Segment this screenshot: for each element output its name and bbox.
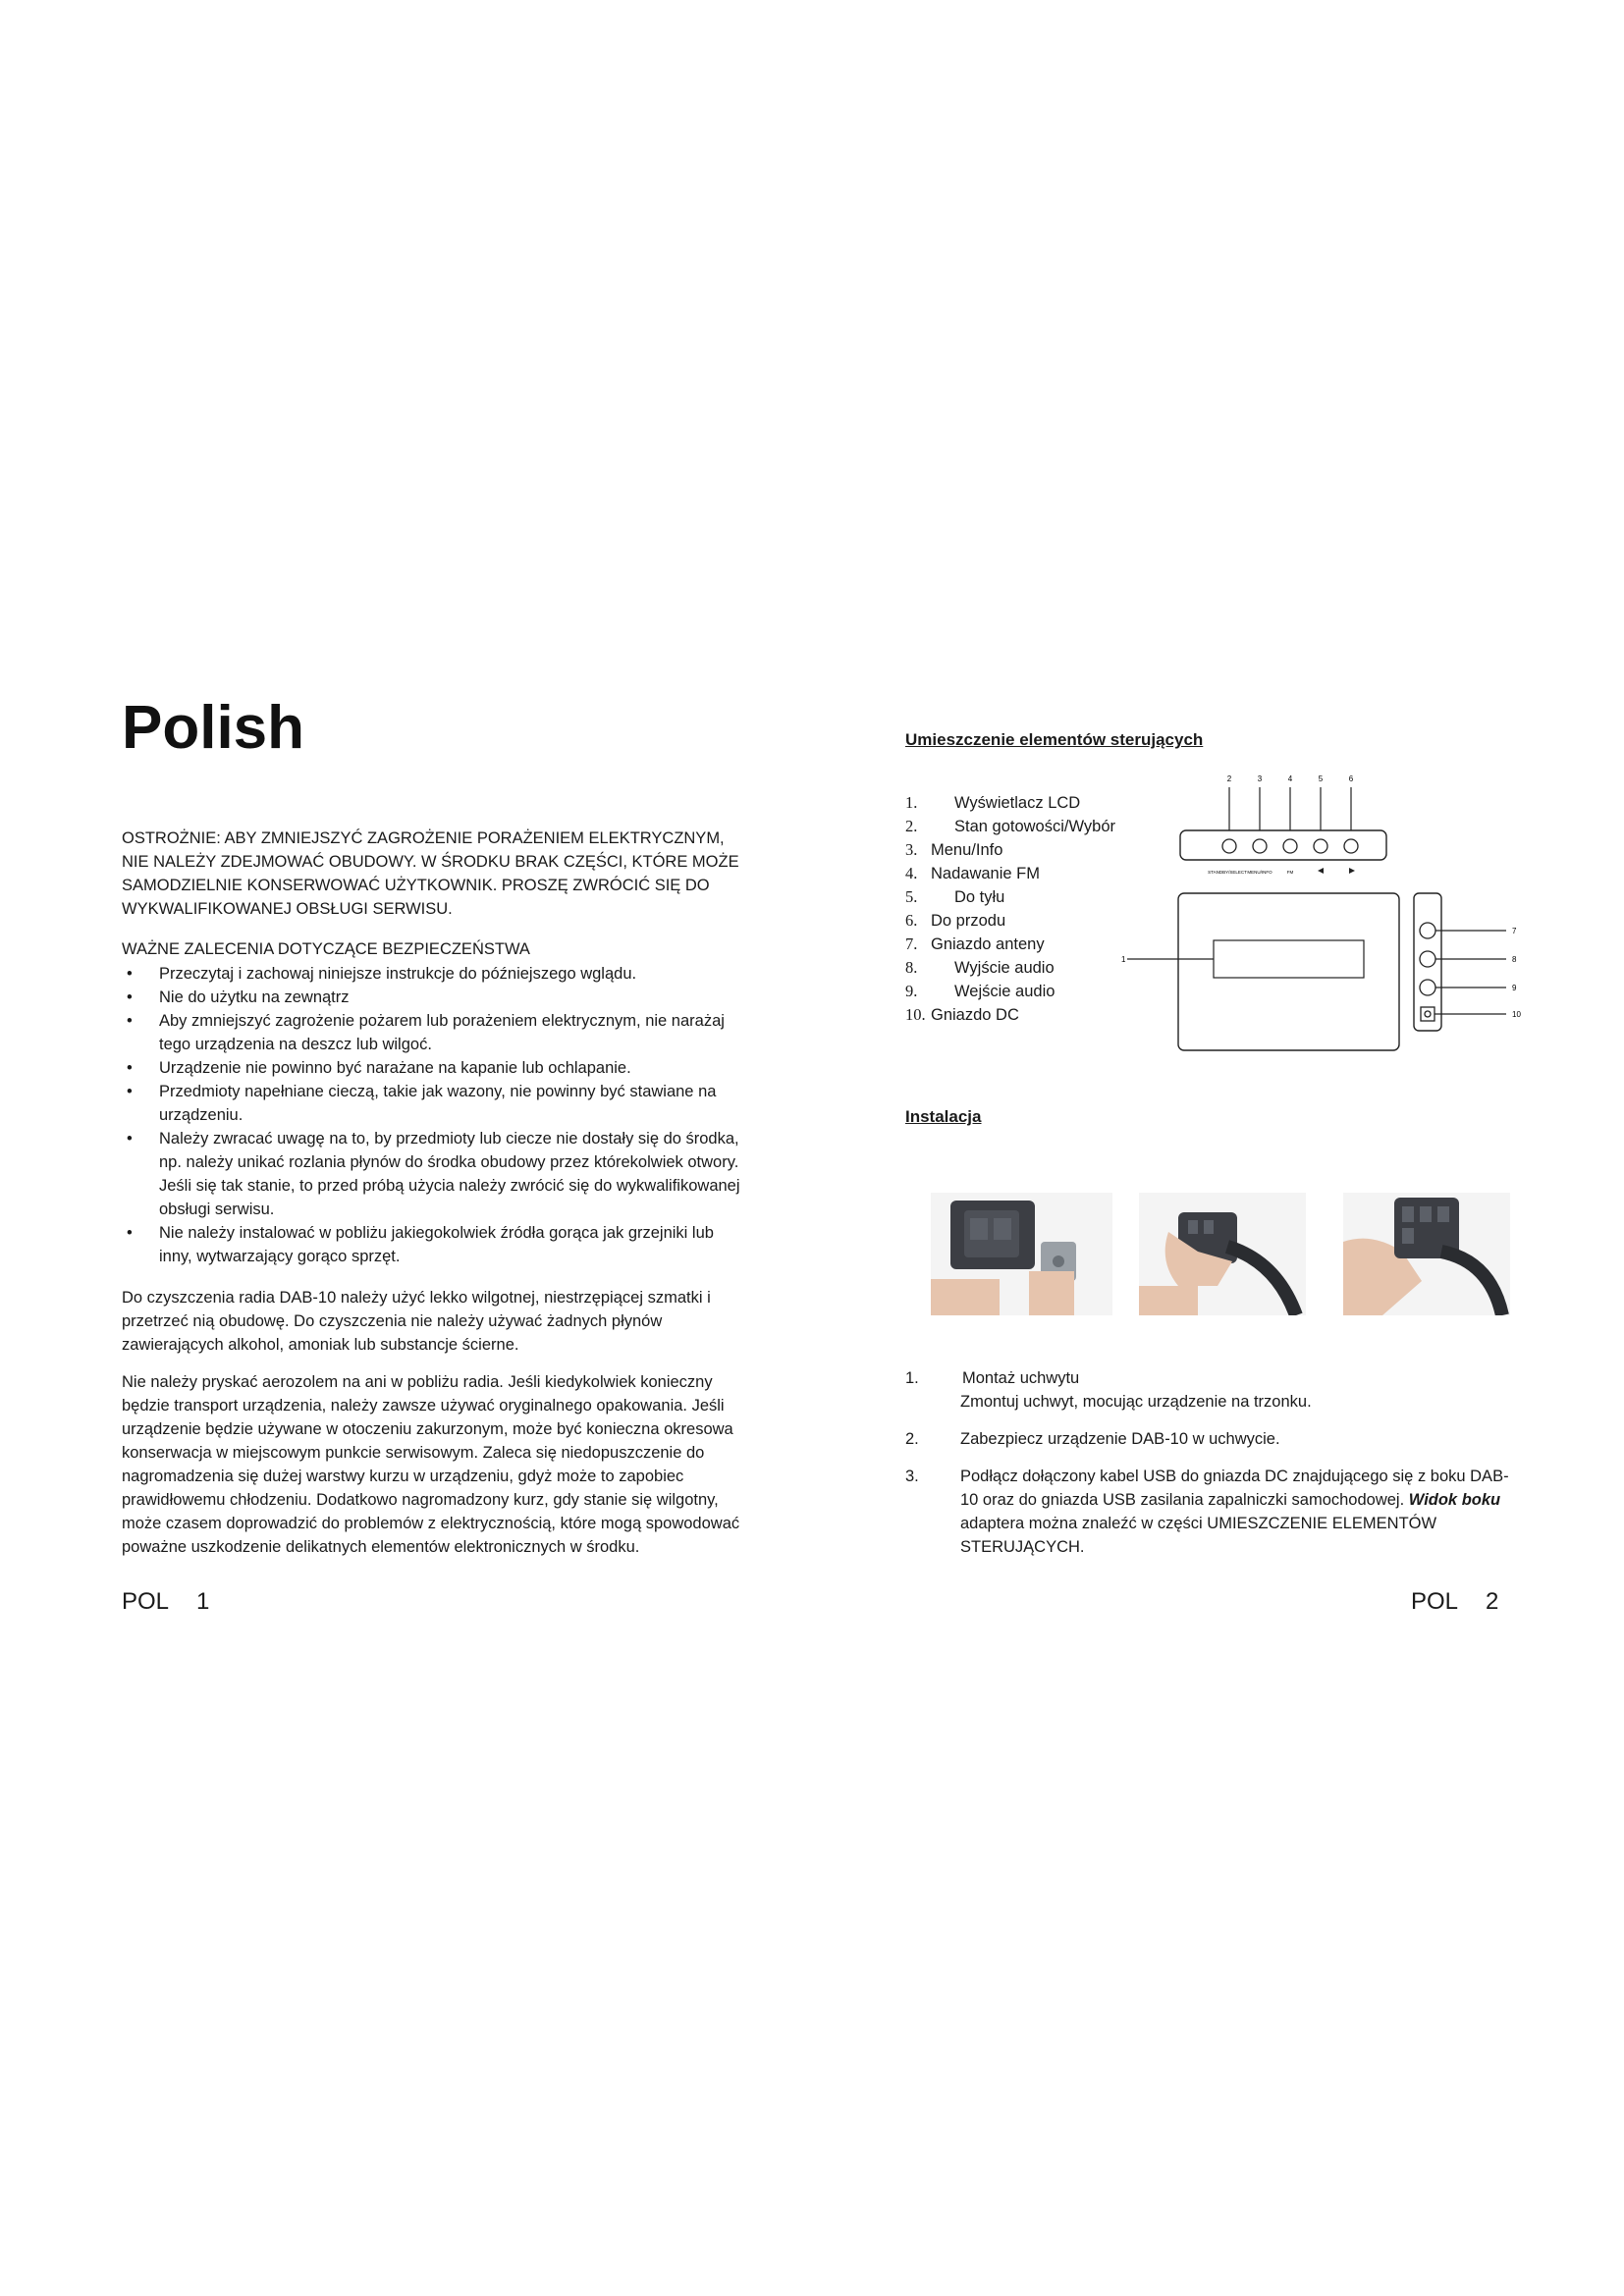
footer-lang: POL — [122, 1588, 170, 1615]
list-item: 2. Stan gotowości/Wybór — [905, 817, 1116, 835]
back-button — [1314, 839, 1327, 853]
diagram-number-6: 6 — [1348, 774, 1354, 783]
install-photo-connect — [1343, 1193, 1510, 1315]
installation-steps — [905, 1366, 1514, 1573]
fm-button — [1283, 839, 1297, 853]
list-item: • Nie należy instalować w pobliżu jakiegokolwiek źródła gorąca jak grzejniki lub inny, wytwarzający gorąco sprzęt. — [122, 1221, 750, 1268]
aerosol-paragraph: Nie należy pryskać aerozolem na ani w pobliżu radia. Jeśli kiedykolwiek konieczny będzie transport urządzenia, należy zawsze używać oryginalnego opakowania. Jeśli urządzenie będzie używane w otoczeniu zakurzonym, może być konieczna okresowa konserwacja w miejscowym punkcie serwisowym. Zaleca się niedopuszczenie do nagromadzenia się dużej warstwy kurzu w urządzeniu, gdyż może to zapobiec prawidłowemu chłodzeniu. Dodatkowo nagromadzony kurz, gdy stanie się wilgotny, może czasem doprowadzić do problemów z elektrycznością, które mogą spowodować poważne uszkodzenie delikatnych elementów elektronicznych w środku. — [122, 1373, 740, 1556]
diagram-number-5: 5 — [1318, 774, 1324, 783]
footer-page-number: 2 — [1486, 1588, 1499, 1615]
page-footer-left — [122, 1588, 237, 1616]
list-item: 2. Zabezpiecz urządzenie DAB-10 w uchwycie. — [905, 1430, 1280, 1448]
list-item: • Należy zwracać uwagę na to, by przedmioty lub ciecze nie dostały się do środka, np. należy unikać rozlania płynów do środka obudowy przez którekolwiek otwory. Jeśli się tak stanie, to przed próbą użycia należy zwrócić się do wykwalifikowanej obsługi serwisu. — [122, 1127, 750, 1221]
list-item: • Nie do użytku na zewnątrz — [122, 986, 750, 1009]
safety-heading: WAŻNE ZALECENIA DOTYCZĄCE BEZPIECZEŃSTWA — [122, 940, 530, 958]
footer-page-number: 1 — [196, 1588, 210, 1615]
list-item: 3. Podłącz dołączony kabel USB do gniazda DC znajdującego się z boku DAB-10 oraz do gniazda USB zasilania zapalniczki samochodowej. Widok boku adaptera można znaleźć w części UMIESZCZENIE ELEMENTÓW STERUJĄCYCH. — [905, 1468, 1509, 1556]
diagram-number-7: 7 — [1512, 927, 1517, 935]
diagram-number-4: 4 — [1287, 774, 1293, 783]
list-item: 10. Gniazdo DC — [905, 1005, 1019, 1024]
forward-button — [1344, 839, 1358, 853]
list-item: 3. Menu/Info — [905, 840, 1003, 859]
list-item: 7. Gniazdo anteny — [905, 934, 1045, 953]
diagram-number-9: 9 — [1512, 984, 1517, 992]
warning-notice: OSTROŻNIE: ABY ZMNIEJSZYĆ ZAGROŻENIE PORAŻENIEM ELEKTRYCZNYM, NIE NALEŻY ZDEJMOWAĆ OBUDOWY. W ŚRODKU BRAK CZĘŚCI, KTÓRE MOŻE SAMODZIELNIE KONSERWOWAĆ UŻYTKOWNIK. PROSZĘ ZWRÓCIĆ SIĘ DO WYKWALIFIKOWANEJ OBSŁUGI SERWISU. — [122, 829, 739, 918]
menu-button — [1253, 839, 1267, 853]
install-photo-mount — [931, 1193, 1112, 1315]
forward-arrow-icon — [1349, 868, 1355, 874]
diagram-number-10: 10 — [1512, 1010, 1521, 1019]
list-item: 1. Wyświetlacz LCD — [905, 793, 1081, 812]
standby-button — [1222, 839, 1236, 853]
cleaning-paragraph: Do czyszczenia radia DAB-10 należy użyć lekko wilgotnej, niestrzępiącej szmatki i przetrzeć nią obudowę. Do czyszczenia nie należy używać żadnych płynów zawierających alkohol, amoniak lub substancje ścierne. — [122, 1289, 711, 1354]
safety-list — [122, 962, 750, 1268]
list-item: • Przedmioty napełniane cieczą, takie jak wazony, nie powinny być stawiane na urządzeniu. — [122, 1080, 750, 1127]
page-title: Polish — [122, 694, 305, 762]
list-item: 1. Montaż uchwytu Zmontuj uchwyt, mocując urządzenie na trzonku. — [905, 1369, 1312, 1411]
lcd-display — [1214, 940, 1364, 978]
list-item: • Urządzenie nie powinno być narażane na kapanie lub ochlapanie. — [122, 1056, 750, 1080]
footer-lang: POL — [1411, 1588, 1459, 1615]
diagram-number-3: 3 — [1257, 774, 1263, 783]
audio-out-socket — [1420, 951, 1435, 967]
device-controls-diagram — [1119, 766, 1532, 1070]
diagram-number-2: 2 — [1226, 774, 1232, 783]
list-item: • Przeczytaj i zachowaj niniejsze instrukcje do późniejszego wglądu. — [122, 962, 750, 986]
list-item: 6. Do przodu — [905, 911, 1006, 930]
installation-heading: Instalacja — [905, 1107, 982, 1126]
antenna-socket — [1420, 923, 1435, 938]
list-item: 5. Do tyłu — [905, 887, 1005, 906]
controls-list — [905, 791, 1115, 1027]
install-photo-secure — [1139, 1193, 1306, 1315]
back-arrow-icon — [1318, 868, 1324, 874]
list-item: 8. Wyjście audio — [905, 958, 1055, 977]
diagram-number-8: 8 — [1512, 955, 1517, 964]
label-menu-info: MENU/INFO — [1247, 870, 1272, 875]
list-item: 4. Nadawanie FM — [905, 864, 1040, 882]
page-footer-right — [1411, 1588, 1526, 1616]
audio-in-socket — [1420, 980, 1435, 995]
list-item: 9. Wejście audio — [905, 982, 1056, 1000]
label-fm: FM — [1286, 870, 1294, 875]
controls-heading: Umieszczenie elementów sterujących — [905, 730, 1204, 749]
diagram-number-1: 1 — [1121, 955, 1126, 964]
label-standby-select: STANDBY/SELECT — [1208, 870, 1247, 875]
list-item: • Aby zmniejszyć zagrożenie pożarem lub porażeniem elektrycznym, nie narażaj tego urządzenia na deszcz lub wilgoć. — [122, 1009, 750, 1056]
